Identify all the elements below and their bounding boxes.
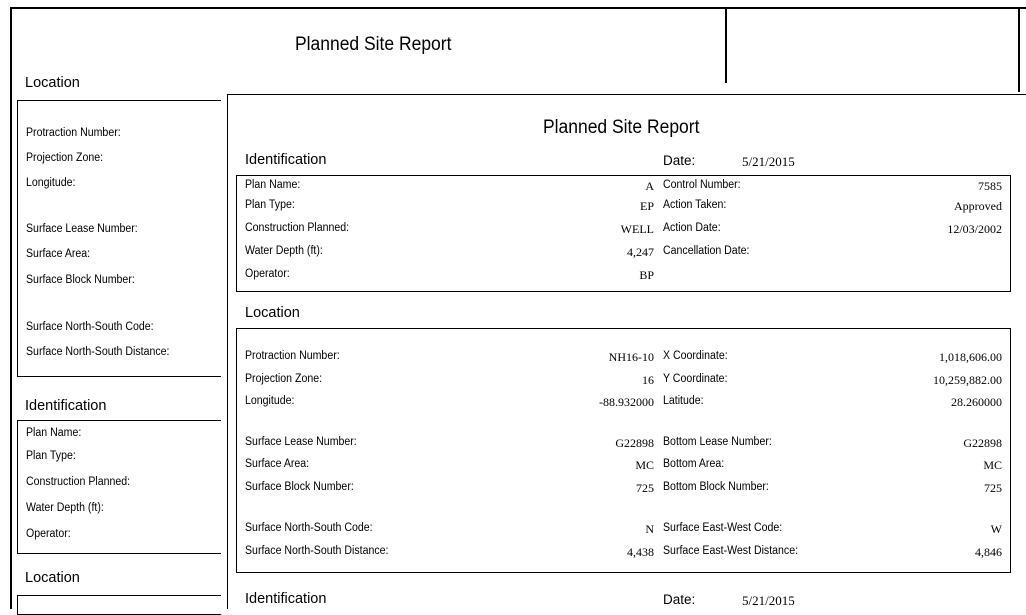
back-projection-label: Projection Zone:: [26, 152, 104, 164]
bottom-block-number-label: Bottom Block Number:: [663, 481, 769, 493]
surface-lease-number-value: G22898: [615, 436, 654, 450]
back-plan-type-label: Plan Type:: [26, 450, 76, 462]
construction-planned-value: WELL: [620, 222, 654, 236]
projection-zone-value: 16: [642, 373, 654, 387]
next-identification-heading: Identification: [245, 591, 327, 607]
projection-zone-label: Projection Zone:: [245, 373, 323, 385]
back-report-title: Planned Site Report: [295, 34, 452, 55]
back-plan-name-label: Plan Name:: [26, 427, 82, 439]
protraction-number-value: NH16-10: [608, 350, 654, 364]
back-top-border: [10, 7, 726, 9]
plan-type-label: Plan Type:: [245, 199, 295, 211]
control-number-label: Control Number:: [663, 179, 741, 191]
plan-name-label: Plan Name:: [245, 179, 301, 191]
identification-heading: Identification: [245, 152, 327, 168]
back-surface-block-label: Surface Block Number:: [26, 274, 135, 286]
surface-ns-distance-value: 4,438: [627, 545, 654, 559]
y-coordinate-label: Y Coordinate:: [663, 373, 728, 385]
back-protraction-label: Protraction Number:: [26, 127, 121, 139]
bottom-lease-number-value: G22898: [963, 436, 1002, 450]
back-ns-distance-label: Surface North-South Distance:: [26, 346, 170, 358]
back-top-right-border: [725, 7, 1026, 9]
surface-ew-code-label: Surface East-West Code:: [663, 522, 783, 534]
bottom-area-label: Bottom Area:: [663, 458, 725, 470]
surface-ns-distance-label: Surface North-South Distance:: [245, 545, 389, 557]
next-date-value: 5/21/2015: [742, 593, 795, 608]
back-location-heading-2: Location: [25, 570, 80, 586]
back-surface-area-label: Surface Area:: [26, 248, 91, 260]
bottom-area-value: MC: [983, 458, 1002, 472]
bottom-block-number-value: 725: [984, 481, 1002, 495]
date-label: Date:: [663, 153, 696, 168]
latitude-value: 28.260000: [951, 395, 1002, 409]
back-identification-heading: Identification: [25, 398, 107, 414]
next-date-label: Date:: [663, 592, 696, 607]
back-ns-code-label: Surface North-South Code:: [26, 321, 154, 333]
plan-name-value: A: [645, 179, 654, 193]
back-location-box: [17, 100, 221, 377]
back-operator-label: Operator:: [26, 528, 71, 540]
action-taken-value: Approved: [954, 199, 1002, 213]
longitude-label: Longitude:: [245, 395, 295, 407]
bottom-lease-number-label: Bottom Lease Number:: [663, 436, 772, 448]
control-number-value: 7585: [978, 179, 1002, 193]
action-taken-label: Action Taken:: [663, 199, 727, 211]
back-location-box-2: [17, 595, 221, 615]
action-date-value: 12/03/2002: [947, 222, 1002, 236]
latitude-label: Latitude:: [663, 395, 704, 407]
back-left-border: [10, 7, 12, 609]
surface-area-value: MC: [635, 458, 654, 472]
back-location-heading: Location: [25, 75, 80, 91]
surface-area-label: Surface Area:: [245, 458, 310, 470]
action-date-label: Action Date:: [663, 222, 721, 234]
surface-block-number-label: Surface Block Number:: [245, 481, 354, 493]
surface-block-number-value: 725: [636, 481, 654, 495]
back-right-border: [1018, 7, 1020, 92]
front-report-title: Planned Site Report: [543, 117, 700, 138]
back-surface-lease-label: Surface Lease Number:: [26, 223, 138, 235]
location-heading: Location: [245, 305, 300, 321]
x-coordinate-value: 1,018,606.00: [939, 350, 1002, 364]
surface-ns-code-value: N: [645, 522, 654, 536]
plan-type-value: EP: [639, 199, 654, 213]
cancellation-date-label: Cancellation Date:: [663, 245, 750, 257]
surface-lease-number-label: Surface Lease Number:: [245, 436, 357, 448]
surface-ew-distance-value: 4,846: [975, 545, 1002, 559]
back-longitude-label: Longitude:: [26, 177, 76, 189]
y-coordinate-value: 10,259,882.00: [933, 373, 1002, 387]
operator-value: BP: [639, 268, 654, 282]
back-water-depth-label: Water Depth (ft):: [26, 502, 104, 514]
date-value: 5/21/2015: [742, 154, 795, 169]
surface-ns-code-label: Surface North-South Code:: [245, 522, 373, 534]
water-depth-label: Water Depth (ft):: [245, 245, 323, 257]
water-depth-value: 4,247: [627, 245, 654, 259]
longitude-value: -88.932000: [599, 395, 654, 409]
surface-ew-distance-label: Surface East-West Distance:: [663, 545, 799, 557]
back-construction-label: Construction Planned:: [26, 476, 131, 488]
x-coordinate-label: X Coordinate:: [663, 350, 728, 362]
operator-label: Operator:: [245, 268, 290, 280]
surface-ew-code-value: W: [990, 522, 1002, 536]
protraction-number-label: Protraction Number:: [245, 350, 340, 362]
construction-planned-label: Construction Planned:: [245, 222, 350, 234]
back-title-divider: [725, 7, 727, 83]
